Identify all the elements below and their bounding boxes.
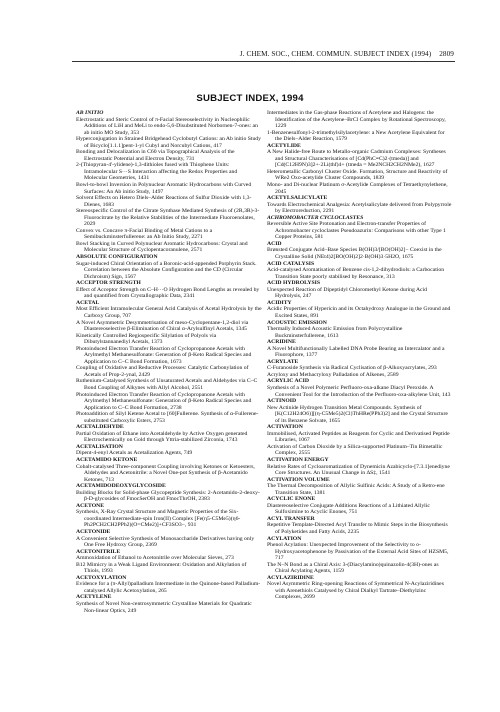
index-heading: ACCEPTOR STRENGTH [76,280,141,287]
index-heading: ACTINOID [267,398,297,405]
index-heading: ACYLAZIRIDINE [267,574,314,581]
index-entry: Thermally Induced Acoustic Emission from Polycrystalline Buckminsterfullerene, 1613 [267,326,403,339]
index-entry: New Actinide Hydrogen Transition Metal Compounds. Synthesis of [K(C12H24O6)][(η-C5Me5)2(Cl)ThHRe(PPh3)2] and the Crystal Structure of its Benzene Solvate, 1655 [267,404,448,424]
header-rule [72,61,455,62]
index-entry: A Novel Multifunctionally Labelled DNA Probe Bearing an Intercalator and a Fluorophore, 1377 [267,345,445,359]
index-entry: Evidence for a (π-Allyl)palladium Intermediate in the Quinone-based Palladium-catalysed Allylic Acetoxylation, 265 [76,581,261,594]
index-entry: C-Furanoside Synthesis via Radical Cyclisation of β-Alkoxyacrylates, 293 [267,365,437,372]
index-entry: Relative Rates of Cycloaromatization of Dynemicin Azabicyclo-[7.3.1]enediyne Core Structures. An Unusual Change in ΔS‡, 1541 [267,463,450,477]
index-heading: ACETOXYLATION [76,574,127,581]
index-heading: ACRYLATE [267,358,299,365]
index-entry: Electrostatic and Steric Control of π-Facial Stereoselectivity in Nucleophilic Additions of LiH and MeLi to endo-5,6-Disubstituted Norbornen-7-ones: an ab initio MO Study, 353 [76,116,258,136]
index-title: SUBJECT INDEX, 1994 [196,93,304,104]
index-entry: Partial Oxidation of Ethane into Acetaldehyde by Active Oxygen generated Electrochemically on Gold through Yttria-stabilized Zirconia, 1743 [76,430,248,444]
index-heading: ACYL TRANSFER [267,515,315,522]
index-heading: ACETAMIDODEOXYGLYCOSIDE [76,483,166,490]
index-entry: Acid-catalysed Aromatisation of Benzene cis-1,2-dihydrodiols: a Carbocation Transition State poorly stabilised by Resonance, 313 [267,267,445,280]
index-entry: Convex vs. Concave π-Facial Binding of Metal Cations to a Semibuckminsterfullerene: an Ab Initio Study, 2271 [76,227,213,241]
index-entry: Unexpected Reaction of Dipeptidyl Chloromethyl Ketone during Acid Hydrolysis, 247 [267,286,428,300]
right-column [265,110,453,601]
index-entry: Building Blocks for Solid-phase Glycopeptide Synthesis: 2-Acetamido-2-deoxy-β-D-glycosides of FmocSerOH and FmocThrOH, 2383 [76,489,260,503]
index-entry: Bowl Stacking in Curved Polynuclear Aromatic Hydrocarbons: Crystal and Molecular Structure of Cyclopentacoranulene, 2571 [76,240,248,254]
index-heading: ACETYLIDE [267,142,301,149]
index-entry: Activation of Carbon Dioxide by a Silica-supported Platinum–Tin Bimetallic Complex, 2555 [267,443,443,457]
index-entry: Photoaddition of Silyl Ketene Acetal to [60]Fullerene. Synthesis of α-Fullerene-substituted Carboxylic Esters, 2753 [76,411,259,424]
index-entry: Hyperconjugation in Strained Bridgehead Cyclobutyl Cations: an Ab initio Study of Bicyclo[1.1.1]pent-1-yl Cubyl and Norcubyl Cations, 417 [76,136,261,149]
index-heading: ACETONITRILE [76,548,121,555]
index-heading: ACETYLSALICYLATE [267,195,328,202]
index-entry: Coupling of Oxidative and Reductive Processes: Catalytic Carbonylation of Acetals of Prop-2-ynal, 2429 [76,365,249,378]
index-entry: The Thermal Decomposition of Allylic Sulfinic Acids: A Study of a Retro-ene Transition State, 1381 [267,483,445,496]
index-entry: Towards Electrochemical Analgesia: Acetylsalicylate delivered from Polypyrrole by Electroreduction, 2291 [267,201,452,215]
index-entry: Intermediates in the Gas-phase Reactions of Acetylene and Halogens: the Identification of the Acetylene–BrCl Complex by Rotational Spectroscopy, 1229 [267,110,446,130]
index-entry: The N–N Bond as a Chiral Axis: 3-(Diacylamino)quinazolin-4(3H)-ones as Chiral Acylating Agents, 1159 [267,561,439,575]
index-entry: Bowl-to-bowl Inversion in Polynuclear Aromatic Hydrocarbons with Curved Surfaces: An Ab initio Study, 1497 [76,182,252,195]
index-entry: Acryloxy and Methacryloxy Palladation of Alkenes, 2589 [267,371,399,378]
index-heading: ACYCLIC ENONE [267,496,316,503]
index-heading: ACETAL [76,299,100,306]
index-entry: Immobilised, Activated Peptides as Reagents for Cyclic and Derivatised Peptide Libraries, 1067 [267,430,450,444]
index-heading: ACYLATION [267,535,302,542]
index-heading: ACID HYDROLYSIS [267,280,321,287]
index-heading: ACETAMIDO KETONE [76,456,138,463]
index-heading: ACTIVATION VOLUME [267,476,330,483]
index-entry: Acidic Properties of Hypericin and its Octahydroxy Analogue in the Ground and Excited States, 891 [267,306,451,319]
index-heading: ABSOLUTE CONFIGURATION [76,254,158,261]
index-heading: AB INITIO [76,110,104,116]
index-entry: Stereospecific Control of the Citrate Synthase Mediated Synthesis of (2R,3R)-3-Fluorocitrate by the Relative Stabilities of the Intermediate Fluoroenolates, 2029 [76,208,260,228]
index-entry: Photoinduced Electron Transfer Reaction of Cyclopropanone Acetals with Arylmethyl Methanesulfonate: Generation of β-Keto Radical Species and Application to C–C Bond Formation, 2738 [76,391,252,411]
index-entry: Diastereoselective Conjugate Additions Reactions of a Lithiated Allylic Sulfoximine to Acyclic Enones, 751 [267,502,430,516]
index-entry: Ammoxidation of Ethanol to Acetonitrile over Molecular Sieves, 273 [76,555,234,562]
index-heading: ACTIVATION [267,424,303,431]
running-head [240,50,454,58]
index-entry: Brønsted Conjugate Acid–Base Species B(OH)3/[BO(OH)2]− Coexist in the Crystalline Solid (NEt4)2[BO(OH)2]2·B(OH)3·5H2O, 1675 [267,247,442,261]
index-entry: Reversible Active Site Protonation and Electron-transfer Properties of Achromobacter cycloclastes Pseudoazurin: Comparisons with other Type 1 Copper Proteins, 581 [267,221,446,241]
index-entry: Kinetically Controlled Regiospecific Silylation of Polyols via Dibutylstannanediyl Acetals, 1373 [76,332,217,346]
index-entry: Solvent Effects on Hetero Diels–Alder Reactions of Sulfur Dioxide with 1,3-Dienes, 1683 [76,195,252,208]
index-entry: Synthesis, X-Ray Crystal Structure and Magnetic Properties of the Six-coordinated Intermediate-spin Iron(II) Complex [Fe(η5-C5Me5)(η6-Ph2PCH2CH2PPh2)(O=CMe2)]+CF3SO3−, 931 [76,509,241,529]
index-heading: ACID CATALYSIS [267,260,315,267]
index-heading: ACRYLIC ACID [267,378,309,385]
index-entry: Photoinduced Electron Transfer Reaction of Cyclopropanone Acetals with Arylmethyl Methanesulfonate: Generation of β-Keto Radical Species and Application to C–C Bond Formation, 1673 [76,345,252,365]
index-heading: ACETALDEHYDE [76,424,124,431]
index-heading: ACHROMOBACTER CYCLOCLASTES [267,214,364,221]
index-entry: Bonding and Delocalization in C60 via Topographical Analysis of the Electrostatic Potential and Electron Density, 731 [76,149,235,162]
index-entry: Sugar-induced Chiral Orientation of a Boronic-acid-appended Porphyrin Stack. Correlation between the Absolute Configuration and the CD (Circular Dichroism) Sign, 1567 [76,260,257,280]
index-entry: Mono- and Di-nuclear Platinum σ-Acetylide Complexes of Tetraethynylethene, 2045 [267,182,448,195]
index-entry: Synthesis of a Novel Polymeric Perfluoro-oxa-alkane Diacyl Peroxide. A Convenient Tool for the Introduction of the Perfluoro-oxa-alkylene Unit, 143 [267,384,451,398]
index-entry: A Novel Asymmetric Desymmetrisation of meso-Cyclopentane-1,2-diol via Diastereoselective β-Elimination of Chiral α-Arylsulfinyl Acetals, 1345 [76,319,249,333]
index-entry: Cobalt-catalysed Three-component Coupling involving Ketones or Ketoesters, Aldehydes and Acetonitrile: a Novel One-pot Synthesis of β-Acetamido Ketones, 713 [76,463,255,483]
index-entry: Synthesis of Novel Non-centrosymmetric Crystalline Materials for Quadratic Non-linear Optics, 249 [76,601,252,614]
index-heading: ACETALISATION [76,443,123,450]
index-entry: Most Efficient Intramolecular General Acid Catalysis of Acetal Hydrolysis by the Carboxy Group, 707 [76,306,262,319]
index-entry: Dipent-4-enyl Acetals as Acetalization Agents, 749 [76,450,193,457]
index-entry: Effect of Acceptor Strength on C–H···O Hydrogen Bond Lengths as revealed by and quantified from Crystallographic Data, 2341 [76,286,260,300]
index-heading: ACOUSTIC EMISSION [267,319,327,326]
index-entry: 1-Benzenesulfonyl-2-trimethylsilylacetylene: a New Acetylene Equivalent for the Diels–Alder Reaction, 1579 [267,129,445,143]
index-entry: A New Halide-free Route to Metallo-organic Cadmium Complexes: Syntheses and Structural Characterisations of [Cd(PhC≡C)2·(tmeda)] and [Cd(C12H9N)3]2+·2Li(thf)4+ (tmeda = Me2NCH2CH2NMe2), 1627 [267,149,446,169]
index-entry: Repetitive Template-Directed Acyl Transfer to Mimic Steps in the Biosynthesis of Polyketides and Fatty Acids, 2235 [267,522,448,535]
index-heading: ACIDITY [267,299,292,306]
journal-title: J. CHEM. SOC., CHEM. COMMUN. SUBJECT INDEX (1994) [239,50,432,58]
index-heading: ACTIVATION ENERGY [267,456,329,463]
page-number: 2809 [439,50,454,58]
index-entry: A Convenient Selective Synthesis of Monosaccharide Derivatives having only One Free Hydroxy Group, 2369 [76,535,255,549]
index-heading: ACRIDINE [267,339,296,346]
left-column [74,110,262,614]
index-entry: Phenol Acylation: Unexpected Improvement of the Selectivity to o-Hydroxyacetophenone by Passivation of the External Acid Sites of HZSM5, 717 [267,542,449,562]
index-heading: ACETONIDE [76,529,111,535]
index-entry: 2-(Thiopyran-4'-ylidene)-1,3-dithioles fused with Thiophene Units: Intramolecular S···S Interaction affecting the Redox Properties and Molecular Geometries, 1431 [76,162,238,182]
index-heading: ACETYLENE [76,594,112,601]
index-entry: B12 Mimicry in a Weak Ligand Environment: Oxidation and Alkylation of Thiols, 1993 [76,561,247,575]
index-entry: Heterometallic Carbonyl Cluster Oxide. Formation, Structure and Reactivity of WRe2 Oxo-acetylide Cluster Compounds, 1839 [267,168,448,182]
index-heading: ACID [267,240,282,247]
index-entry: Ruthenium-Catalysed Synthesis of Unsaturated Acetals and Aldehydes via C–C Bond Coupling of Alkynes with Allyl Alcohol, 2551 [76,378,258,391]
index-heading: ACETONE [76,502,105,509]
index-entry: Novel Asymmetric Ring-opening Reactions of Symmetrical N-Acylaziridines with Arenethiols Catalysed by Chiral Dialkyl Tartrate–Diethylzinc Complexes, 2699 [267,581,444,601]
